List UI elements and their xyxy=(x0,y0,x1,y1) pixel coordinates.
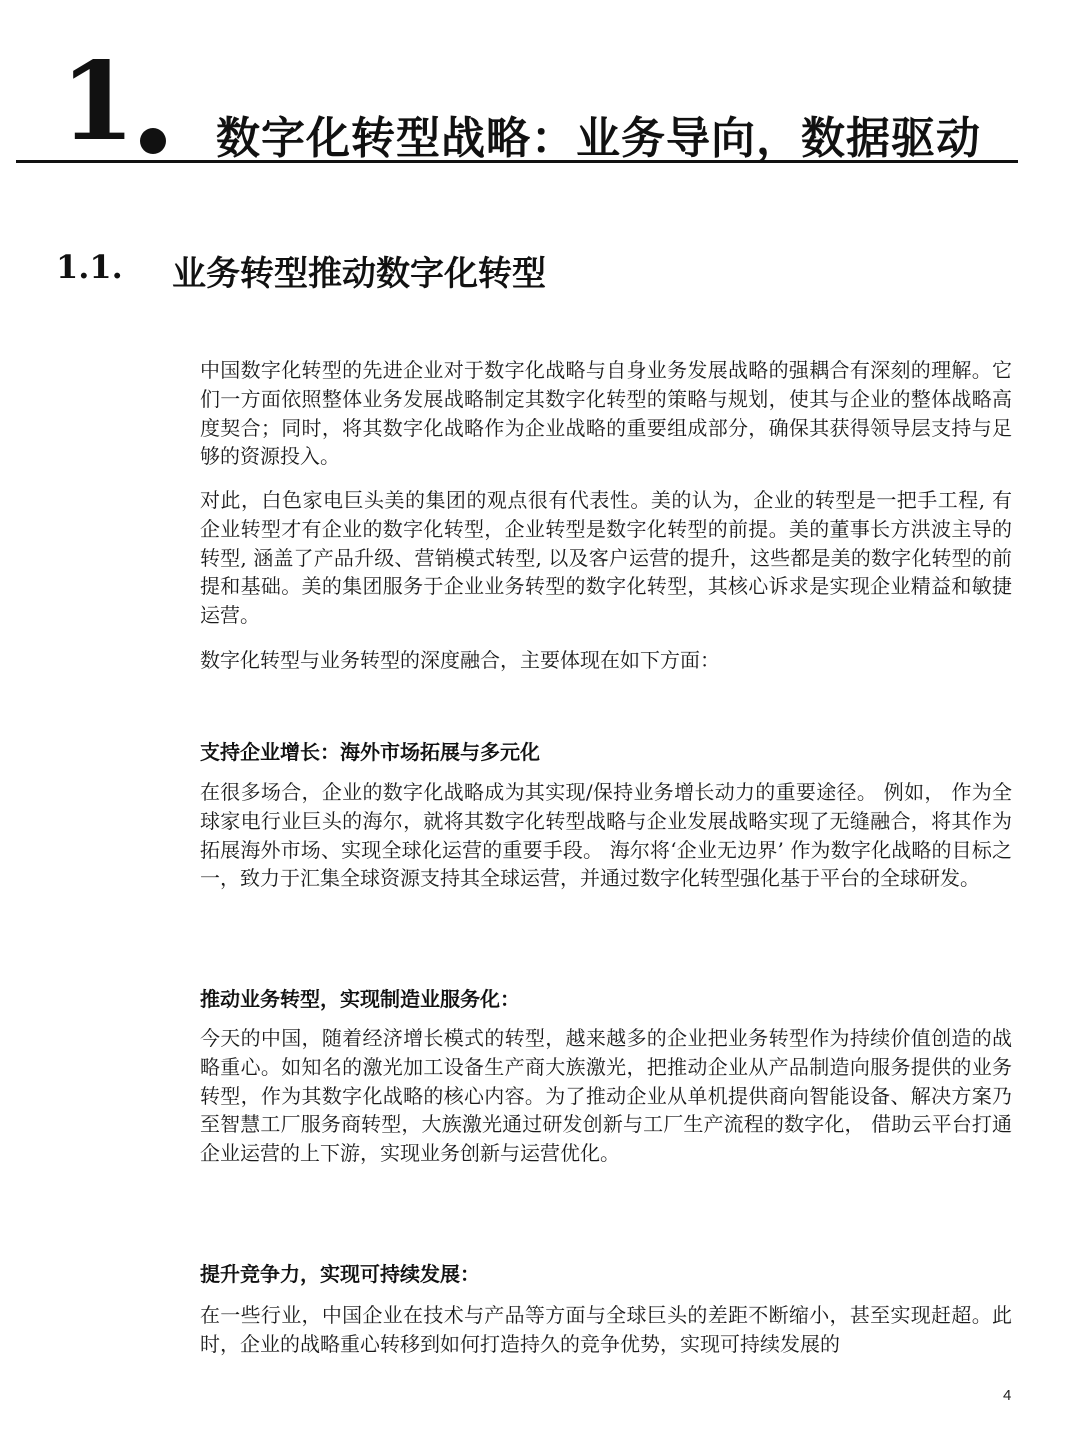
subsection-text-transformation: 今天的中国，随着经济增长模式的转型，越来越多的企业把业务转型作为持续价值创造的战略重心。如知名的激光加工设备生产商大族激光，把推动企业从产品制造向服务提供的业务转型，作为其数字化战略的核心内容。为了推动企业从单机提供商向智能设备、解决方案乃至智慧工厂服务商转型，大族激光通过研发创新与工厂生产流程的数字化， 借助云平台打通企业运营的上下游，实现业务创新与运营优化。 xyxy=(200,1026,1012,1166)
intro-paragraph-2: 对此，白色家电巨头美的集团的观点很有代表性。美的认为，企业的转型是一把手工程, 有企业转型才有企业的数字化转型，企业转型是数字化转型的前提。美的董事长方洪波主导的转型, 涵盖了产品升级、营销模式转型, 以及客户运营的提升，这些都是美的数字化转型的前提和基础。美的集团服务于企业业务转型的数字化转型，其核心诉求是实现企业精益和敏捷运营。 xyxy=(200,488,1012,628)
section-title: 业务转型推动数字化转型 xyxy=(172,254,546,294)
subsection-heading-growth: 支持企业增长：海外市场拓展与多元化 xyxy=(200,740,540,764)
subsection-heading-competitiveness: 提升竞争力，实现可持续发展： xyxy=(200,1262,480,1286)
section-number: 1.1. xyxy=(56,248,123,286)
subsection-text-growth: 在很多场合，企业的数字化战略成为其实现/保持业务增长动力的重要途径。 例如， 作为全球家电行业巨头的海尔，就将其数字化转型战略与企业发展战略实现了无缝融合，将其作为拓展海外市场、实现全球化运营的重要手段。 海尔将‘企业无边界’ 作为数字化战略的目标之一，致力于汇集全球资源支持其全球运营，并通过数字化转型强化基于平台的全球研发。 xyxy=(200,780,1012,891)
chapter-number-dot xyxy=(140,128,166,154)
chapter-number: 1 xyxy=(60,39,136,165)
subsection-text-competitiveness: 在一些行业，中国企业在技术与产品等方面与全球巨头的差距不断缩小，甚至实现赶超。此时，企业的战略重心转移到如何打造持久的竞争优势，实现可持续发展的 xyxy=(200,1303,1012,1356)
intro-paragraph-3: 数字化转型与业务转型的深度融合，主要体现在如下方面： xyxy=(200,648,720,672)
page-number: 4 xyxy=(1003,1387,1012,1404)
intro-paragraph-1: 中国数字化转型的先进企业对于数字化战略与自身业务发展战略的强耦合有深刻的理解。它们一方面依照整体业务发展战略制定其数字化转型的策略与规划，使其与企业的整体战略高度契合；同时，将其数字化战略作为企业战略的重要组成部分，确保其获得领导层支持与足够的资源投入。 xyxy=(200,358,1012,469)
chapter-header xyxy=(16,40,1018,163)
subsection-heading-transformation: 推动业务转型，实现制造业服务化： xyxy=(200,987,520,1011)
chapter-title: 数字化转型战略：业务导向，数据驱动 xyxy=(216,113,981,164)
